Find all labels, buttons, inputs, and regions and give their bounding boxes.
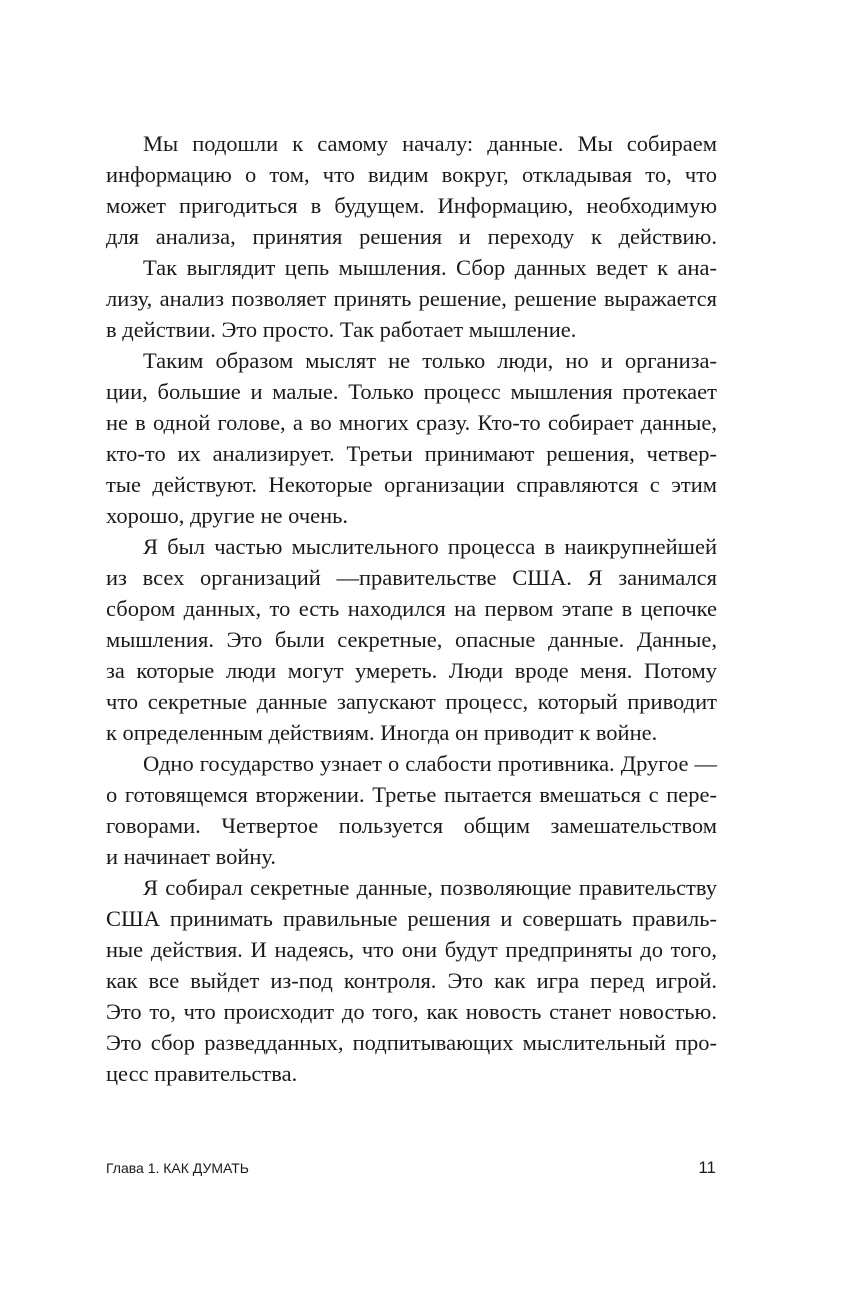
text-line: как все выйдет из-под контроля. Это как игра перед игрой. (106, 968, 717, 993)
text-line: ции, большие и малые. Только процесс мышления протекает (106, 379, 717, 404)
text-line: может пригодиться в будущем. Информацию, необходимую (106, 193, 717, 218)
text-line: ные действия. И надеясь, что они будут предприняты до того, (106, 937, 717, 962)
text-line: Так выглядит цепь мышления. Сбор данных ведет к ана- (143, 255, 717, 280)
page-number: 11 (698, 1158, 716, 1177)
text-line: не в одной голове, а во многих сразу. Кто-то собирает данные, (106, 410, 717, 435)
text-line: Я собирал секретные данные, позволяющие правительству (143, 875, 717, 900)
text-line: для анализа, принятия решения и переходу к действию. (106, 224, 717, 249)
text-line: лизу, анализ позволяет принять решение, решение выражается (106, 286, 717, 311)
text-line: Это сбор разведданных, подпитывающих мыслительный про- (106, 1030, 717, 1055)
text-line: тые действуют. Некоторые организации справляются с этим (106, 472, 717, 497)
text-line: и начинает войну. (106, 844, 277, 869)
running-head: Глава 1. КАК ДУМАТЬ (106, 1160, 249, 1176)
text-line: говорами. Четвертое пользуется общим замешательством (106, 813, 717, 838)
text-line: Мы подошли к самому началу: данные. Мы собираем (143, 131, 717, 156)
text-line: что секретные данные запускают процесс, который приводит (106, 689, 717, 714)
text-line: к определенным действиям. Иногда он приводит к войне. (106, 720, 658, 745)
text-line: Одно государство узнает о слабости противника. Другое — (143, 751, 717, 776)
text-line: информацию о том, что видим вокруг, откладывая то, что (106, 162, 717, 187)
text-line: о готовящемся вторжении. Третье пытается вмешаться с пере- (106, 782, 717, 807)
text-line: за которые люди могут умереть. Люди вроде меня. Потому (106, 658, 717, 683)
text-line: цесс правительства. (106, 1061, 298, 1086)
text-line: США принимать правильные решения и совершать правиль- (106, 906, 717, 931)
text-line: кто-то их анализирует. Третьи принимают решения, четвер- (106, 441, 717, 466)
text-line: Таким образом мыслят не только люди, но и организа- (143, 348, 717, 373)
text-line: в действии. Это просто. Так работает мышление. (106, 317, 577, 342)
text-line: хорошо, другие не очень. (106, 503, 349, 528)
text-line: мышления. Это были секретные, опасные данные. Данные, (106, 627, 717, 652)
text-line: из всех организаций —правительстве США. Я занимался (106, 565, 717, 590)
text-line: Это то, что происходит до того, как новость станет новостью. (106, 999, 717, 1024)
text-line: сбором данных, то есть находился на первом этапе в цепочке (106, 596, 717, 621)
text-line: Я был частью мыслительного процесса в наикрупнейшей (143, 534, 717, 559)
